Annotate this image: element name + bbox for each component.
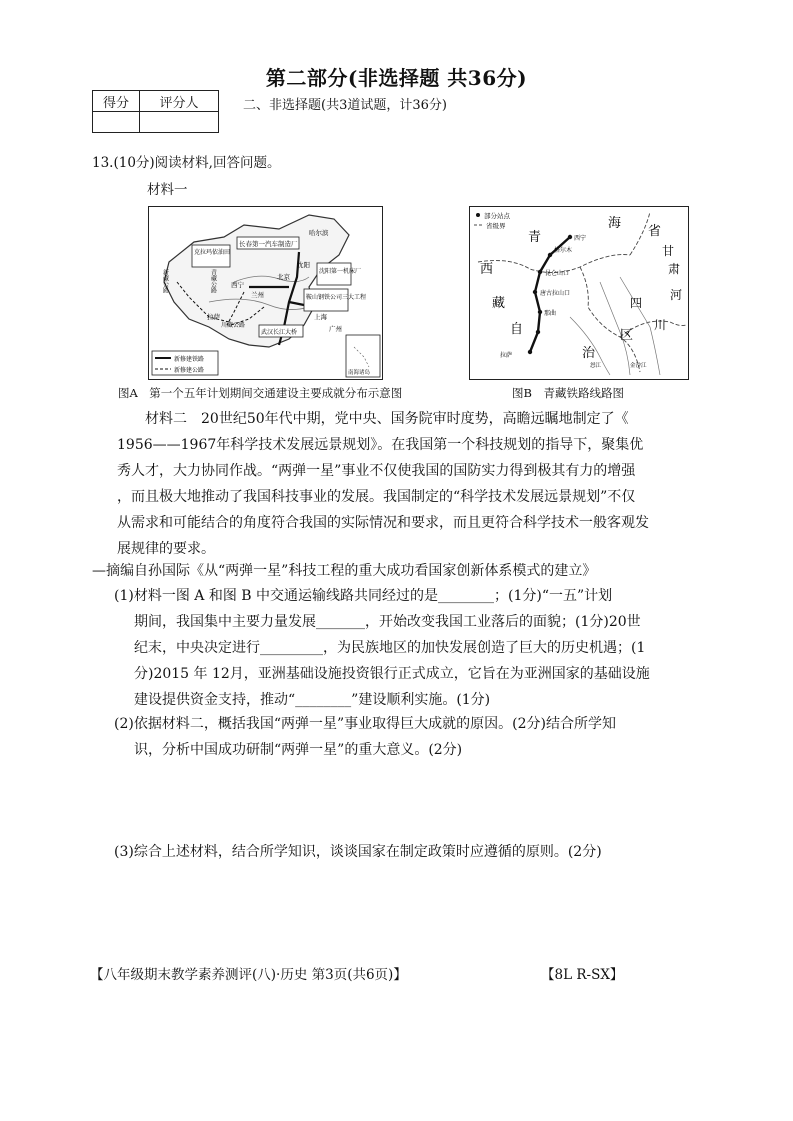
sub-question-3-line: (3)综合上述材料，结合所学知识，谈谈国家在制定政策时应遵循的原则。(2分) — [114, 844, 602, 860]
map-a-label-wuhan: 武汉长江大桥 — [261, 329, 298, 336]
map-b-char-sheng: 省 — [648, 224, 662, 239]
sub-question-1-line: 建设提供资金支持，推动“________”建设顺利实施。(1分) — [134, 692, 491, 708]
material-2-line: 材料二 20世纪50年代中期，党中央、国务院审时度势，高瞻远瞩地制定了《 — [145, 411, 629, 427]
map-a-label-anshan: 鞍山钢铁公司三大工程 — [306, 294, 367, 301]
map-b-char-zi: 自 — [510, 322, 524, 337]
map-a — [148, 206, 383, 380]
sub-question-1-line: 分)2015 年 12月，亚洲基础设施投资银行正式成立，它旨在为亚洲国家的基础设施 — [134, 666, 650, 682]
sub-question-2-line: (2)依据材料二，概括我国“两弹一星”事业取得巨大成就的原因。(2分)结合所学知 — [114, 716, 616, 732]
map-b-char-qu: 区 — [620, 328, 634, 343]
map-a-label-kangzang: 川藏公路 — [221, 322, 246, 329]
map-a-label-qingzang: 青藏公路 — [209, 269, 217, 293]
map-b-legend-border: 省级界 — [486, 222, 506, 230]
sub-question-2 — [114, 711, 704, 763]
score-table — [92, 90, 219, 133]
page-title: 第二部分(非选择题 共36分) — [265, 66, 528, 90]
map-b-char-si: 四 — [630, 296, 643, 310]
map-b-label-kunlun: 昆仑山口 — [545, 270, 570, 277]
section-heading: 二、非选择题(共3道试题，计36分) — [243, 98, 447, 113]
footer-left: 【八年级期末教学素养测评(八)·历史 第3页(共6页)】 — [90, 967, 407, 983]
sub-question-1-line: 纪末，中央决定进行_________，为民族地区的加快发展创造了巨大的历史机遇；(1 — [134, 640, 646, 656]
map-a-label-shenyang-plant: 沈阳第一机床厂 — [319, 268, 362, 275]
grader-cell[interactable] — [140, 112, 219, 133]
material-1-label: 材料一 — [147, 182, 188, 198]
map-a-label-xinzang: 新藏公路 — [161, 269, 169, 293]
sub-question-1-line: (1)材料一图 A 和图 B 中交通运输线路共同经过的是________；(1分)“一五”计划 — [114, 588, 613, 604]
map-a-graphic — [149, 207, 382, 379]
score-header: 得分 — [93, 91, 140, 112]
map-a-label-harbin: 哈尔滨 — [309, 229, 329, 237]
map-a-label-beijing: 北京 — [277, 273, 290, 281]
map-a-label-lhasa: 拉萨 — [207, 313, 220, 321]
material-2-source: —摘编自孙国际《从“两弹一星”科技工程的重大成功看国家创新体系模式的建立》 — [92, 563, 597, 579]
map-b-char-zhi: 治 — [582, 346, 596, 361]
material-2-line: ，而且极大地推动了我国科技事业的发展。我国制定的“科学技术发展远景规划”不仅 — [117, 489, 636, 505]
map-b-label-lhasa: 拉萨 — [500, 352, 513, 359]
map-a-label-karamay: 克拉玛依油田 — [194, 249, 231, 256]
map-b-label-tanggula: 唐古拉山口 — [540, 290, 571, 297]
map-b-legend-station: 部分站点 — [484, 212, 510, 220]
material-2 — [117, 406, 703, 562]
map-b-char-zang: 藏 — [492, 296, 506, 311]
map-a-label-guangzhou: 广州 — [329, 325, 342, 333]
material-2-line: 从需求和可能结合的角度符合我国的实际情况和要求，而且更符合科学技术一般客观发 — [117, 515, 649, 531]
map-b-label-nujiang: 怒江 — [590, 363, 602, 369]
material-2-line: 展规律的要求。 — [117, 541, 215, 557]
map-a-legend-road: 新修建公路 — [174, 367, 205, 374]
sub-question-1 — [114, 583, 704, 713]
map-b-char-su: 肃 — [668, 262, 681, 276]
map-a-label-xining: 西宁 — [231, 281, 244, 289]
map-a-caption: 图A 第一个五年计划期间交通建设主要成就分布示意图 — [118, 386, 403, 400]
map-b-label-golmud: 格尔木 — [554, 247, 573, 254]
map-b-char-gan: 甘 — [662, 244, 675, 258]
map-b-label-jinsha: 金沙江 — [630, 363, 647, 369]
grader-header: 评分人 — [140, 91, 219, 112]
map-a-label-nanhai: 南海诸岛 — [348, 370, 371, 376]
map-b-label-xining: 西宁 — [574, 235, 587, 242]
map-a-legend-rail: 新修建铁路 — [174, 356, 205, 363]
footer-right: 【8L R-SX】 — [541, 967, 624, 983]
map-a-label-changchun: 长春第一汽车制造厂 — [239, 240, 298, 248]
sub-question-3 — [114, 839, 704, 865]
station-legend-icon — [476, 213, 480, 217]
map-a-label-shenyang: 沈阳 — [297, 261, 310, 269]
question-13-heading: 13.(10分)阅读材料,回答问题。 — [92, 155, 281, 171]
score-cell[interactable] — [93, 112, 140, 133]
material-2-line: 秀人才，大力协同作战。“两弹一星”事业不仅使我国的国防实力得到极其有力的增强 — [117, 463, 636, 479]
map-b-char-xi: 西 — [480, 262, 494, 277]
material-2-line: 1956——1967年科学技术发展远景规划》。在我国第一个科技规划的指导下，聚集优 — [117, 437, 644, 453]
map-b — [469, 206, 689, 380]
sub-question-2-line: 识，分析中国成功研制“两弹一星”的重大意义。(2分) — [134, 742, 463, 758]
map-b-caption: 图B 青藏铁路线路图 — [512, 386, 624, 400]
map-b-graphic — [470, 207, 688, 379]
map-b-char-qing: 青 — [528, 230, 542, 245]
map-b-label-naqu: 那曲 — [544, 310, 557, 317]
map-b-char-chuan: 川 — [654, 318, 667, 332]
map-b-char-he: 河 — [670, 288, 683, 302]
map-a-label-shanghai: 上海 — [314, 313, 327, 321]
sub-question-1-line: 期间，我国集中主要力量发展_______，开始改变我国工业落后的面貌；(1分)20世 — [134, 614, 641, 630]
map-a-label-lanzhou: 兰州 — [251, 291, 264, 299]
map-b-char-hai: 海 — [608, 216, 622, 231]
